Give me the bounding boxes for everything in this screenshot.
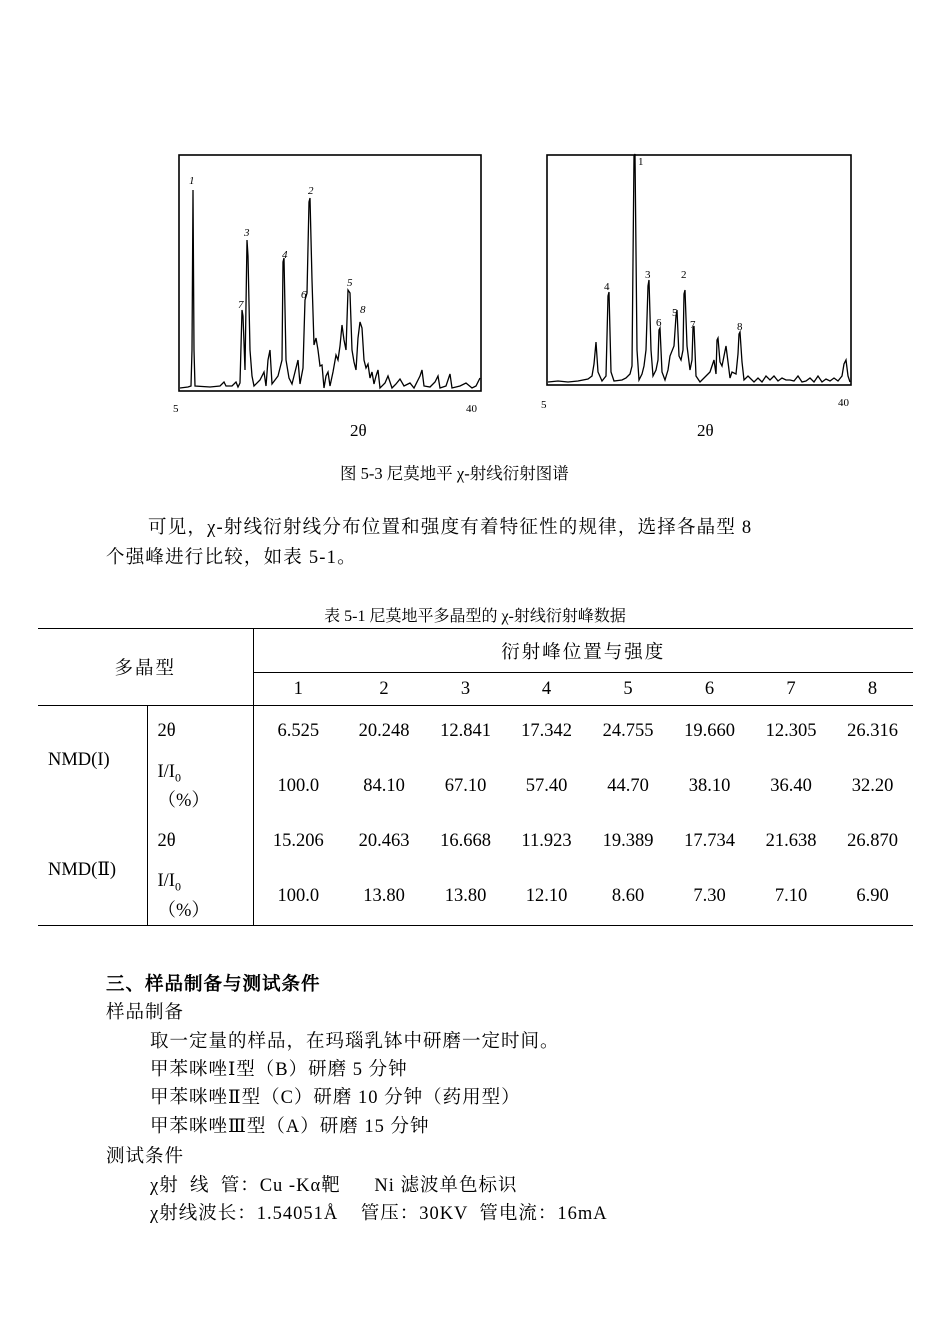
xrd-chart-nmd-2 [538,150,858,420]
table-cell: 13.80 [425,868,506,926]
peak-label: 7 [690,319,696,331]
figure-caption: 图 5-3 尼莫地平 χ-射线衍射图谱 [340,464,569,483]
table-cell: 32.20 [851,776,894,796]
peak-number: 4 [506,673,587,706]
x-tick-label: 5 [541,399,547,411]
table-cell: 100.0 [253,868,343,926]
table-cell: 26.870 [847,831,898,851]
table-cell: 17.734 [684,831,735,851]
prep-line: 甲苯咪唑Ⅲ型（A）研磨 15 分钟 [150,1117,430,1137]
table-cell: 44.70 [607,776,649,796]
peak-label: 1 [189,175,195,187]
peak-number: 8 [832,673,913,706]
table-cell: 57.40 [525,776,568,796]
table-cell: 6.90 [832,868,913,926]
peak-labels [189,175,366,316]
table-cell: 7.10 [750,868,832,926]
table-cell: 8.60 [587,868,669,926]
table-cell: 19.660 [684,721,735,742]
table-row [38,816,913,868]
table-cell: 15.206 [272,831,324,851]
table-cell: 16.668 [440,831,491,851]
row-label: 2θ [147,816,253,868]
paragraph-line: 个强峰进行比较，如表 5-1。 [106,548,357,568]
table-cell: 19.389 [602,831,654,851]
peak-number: 5 [587,673,669,706]
peak-label: 7 [238,299,244,311]
peak-label: 3 [645,269,651,281]
table-cell: 26.316 [847,721,898,742]
table-cell: 20.248 [358,721,410,742]
header-polymorph: 多晶型 [38,629,253,706]
x-tick-label: 5 [173,403,179,415]
table-cell: 100.0 [277,776,320,796]
test-line: χ射线波长：1.54051Å 管压：30KV 管电流：16mA [150,1204,608,1224]
test-line: χ射 线 管：Cu -Kα靶 Ni 滤波单色标识 [150,1176,518,1196]
subheading-prep: 样品制备 [106,1003,185,1023]
table-cell: 6.525 [277,721,320,742]
x-axis-label: 2θ [697,421,714,440]
peak-number: 7 [750,673,832,706]
table-cell: 36.40 [770,776,812,796]
diffraction-trace [548,154,850,382]
peak-label: 2 [681,269,687,281]
paragraph-observation [106,513,866,573]
prep-line: 甲苯咪唑Ⅰ型（B）研磨 5 分钟 [150,1060,408,1080]
subheading-test: 测试条件 [106,1147,185,1167]
table-cell: 38.10 [688,776,731,796]
polymorph-name: NMD(Ⅱ) [38,816,147,926]
row-label: $I/I_0$ （%） [147,758,253,816]
table-cell: 84.10 [363,776,405,796]
chart-frame [179,155,481,391]
table-cell: 7.30 [669,868,750,926]
table-cell: 24.755 [602,721,654,742]
x-axis-label: 2θ [350,421,367,440]
peak-number: 3 [425,673,506,706]
peak-labels [604,156,743,333]
table-row [38,758,913,816]
table-cell: 67.10 [444,776,487,796]
peak-label: 1 [638,156,644,168]
peak-label: 5 [347,277,353,289]
peak-label: 8 [360,304,366,316]
peak-number: 1 [253,673,343,706]
peak-label: 4 [282,249,288,261]
xrd-peak-table [38,628,913,926]
prep-line: 取一定量的样品，在玛瑙乳钵中研磨一定时间。 [150,1032,560,1052]
row-label: $I/I_0$ （%） [147,868,253,926]
diffraction-trace [180,190,480,388]
peak-number: 2 [343,673,425,706]
x-tick-label: 40 [466,403,477,415]
table-cell: 12.10 [506,868,587,926]
row-label: 2θ [147,706,253,758]
polymorph-name: NMD(I) [38,706,147,816]
table-cell: 20.463 [358,831,410,851]
table-cell: 21.638 [765,831,817,851]
table-cell: 12.305 [765,721,817,742]
peak-label: 6 [301,289,307,301]
table-title: 表 5-1 尼莫地平多晶型的 χ-射线衍射峰数据 [324,608,626,625]
table-cell: 13.80 [343,868,425,926]
peak-label: 5 [672,307,678,319]
paragraph-line: 可见，χ-射线衍射线分布位置和强度有着特征性的规律，选择各晶型 8 [148,518,753,538]
chart-frame [547,155,851,385]
table-cell: 12.841 [440,721,491,742]
header-peak-group: 衍射峰位置与强度 [253,629,913,673]
peak-label: 6 [656,317,662,329]
xrd-chart-nmd-1 [170,150,490,420]
table-row [38,706,913,758]
table-cell: 11.923 [521,831,572,851]
peak-label: 3 [244,227,250,239]
table-row [38,868,913,926]
table-cell: 17.342 [521,721,572,742]
peak-number: 6 [669,673,750,706]
peak-label: 8 [737,321,743,333]
peak-label: 4 [604,281,610,293]
peak-label: 2 [308,185,314,197]
x-tick-label: 40 [838,397,849,409]
section-heading: 三、样品制备与测试条件 [106,975,321,995]
prep-line: 甲苯咪唑Ⅱ型（C）研磨 10 分钟（药用型） [150,1088,521,1108]
